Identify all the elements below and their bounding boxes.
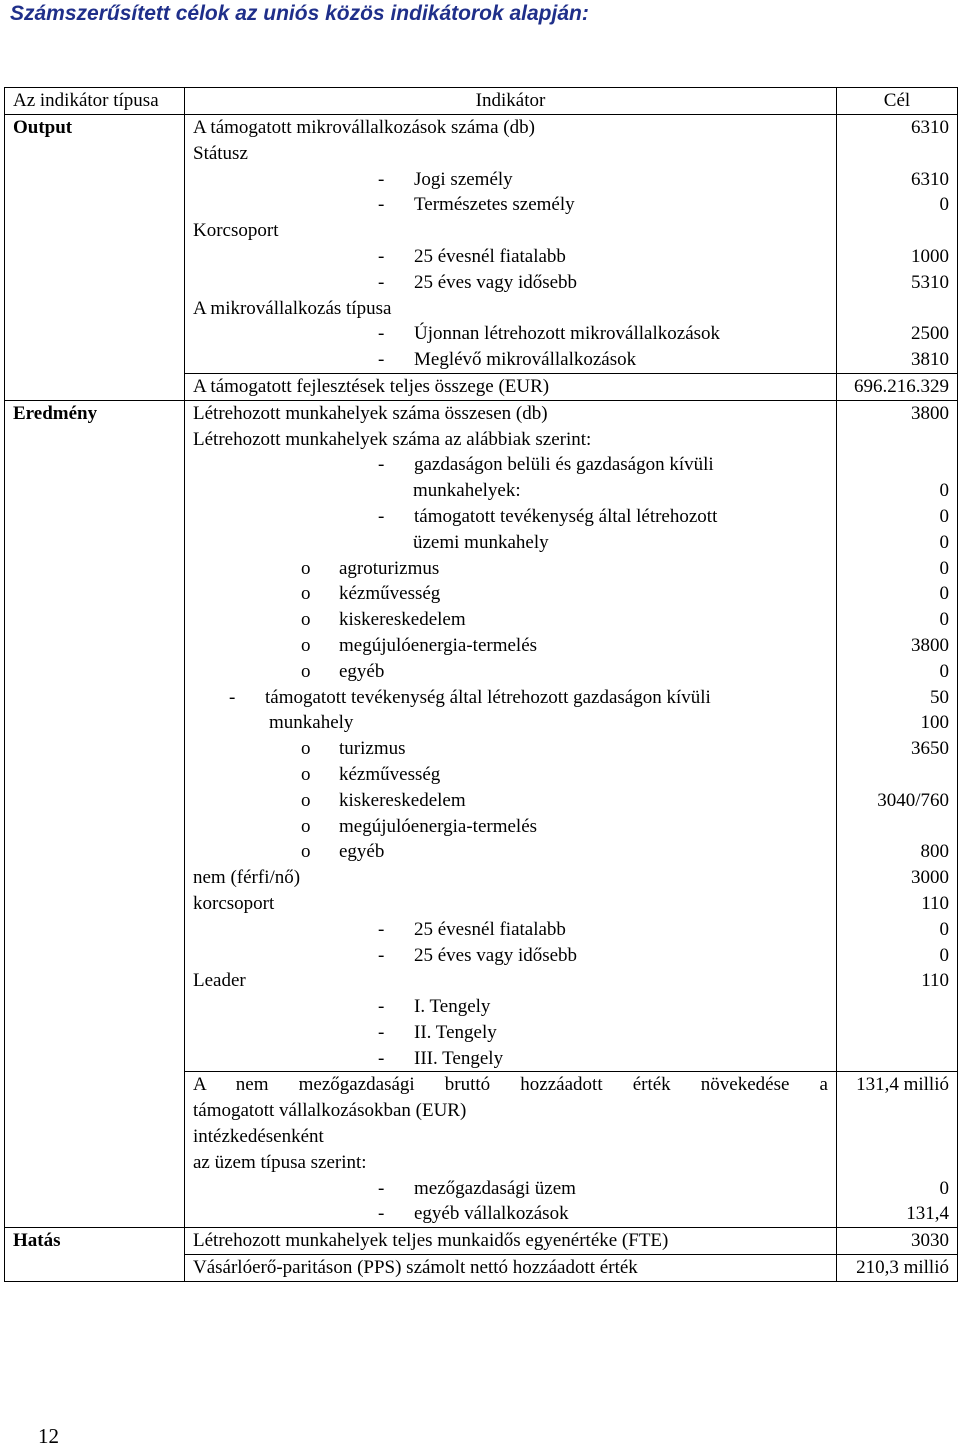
indicator-line (193, 296, 828, 322)
indicator-text: Létrehozott munkahelyek száma összesen (db) (193, 402, 548, 424)
indicator-line (193, 167, 828, 193)
dash-marker: - (378, 245, 385, 267)
dash-marker: - (378, 454, 385, 476)
indicator-line (193, 321, 828, 347)
dash-marker: - (378, 505, 385, 527)
indicator-line (193, 943, 828, 969)
indicator-line (193, 141, 828, 167)
indicator-line (193, 347, 828, 373)
indicator-line (193, 1176, 828, 1202)
bullet-marker: o (301, 841, 311, 863)
indicator-line (193, 1020, 828, 1046)
target-value: 3000 (911, 867, 949, 889)
indicator-line (193, 839, 828, 865)
indicators-table (4, 87, 958, 1282)
dash-marker: - (378, 996, 385, 1018)
dash-marker: - (378, 168, 385, 190)
target-value (845, 1150, 949, 1176)
target-value: 1000 (911, 245, 949, 267)
indicator-line (193, 865, 828, 891)
target-value: 131,4 millió (856, 1074, 949, 1096)
target-value: 6310 (911, 117, 949, 138)
bullet-marker: o (301, 815, 311, 837)
table-row-eredmeny-1 (5, 400, 958, 1072)
indicator-text: kézművesség (339, 763, 441, 785)
dash-marker: - (378, 1177, 385, 1199)
indicator-line (193, 968, 828, 994)
indicator-line (193, 270, 828, 296)
target-value (845, 1046, 949, 1072)
target-value: 2500 (911, 323, 949, 345)
target-value: 131,4 (906, 1203, 949, 1225)
indicator-line (193, 1150, 828, 1176)
target-value: 50 (930, 686, 949, 708)
type-hatas: Hatás (5, 1228, 185, 1282)
indicator-text: egyéb vállalkozások (414, 1203, 569, 1225)
bullet-marker: o (301, 789, 311, 811)
table-header-row (5, 88, 958, 115)
indicator-text: Meglévő mikrovállalkozások (414, 349, 637, 371)
indicator-text: üzemi munkahely (413, 531, 549, 553)
dash-marker: - (378, 944, 385, 966)
indicator-line (193, 736, 828, 762)
target-value: 0 (939, 505, 949, 527)
target-value (845, 141, 949, 167)
indicator-text: 25 évesnél fiatalabb (414, 245, 566, 267)
indicator-text: Újonnan létrehozott mikrovállalkozások (414, 323, 721, 345)
table-row-hatas-1 (5, 1228, 958, 1255)
bullet-marker: o (301, 738, 311, 760)
target-value: 0 (939, 1177, 949, 1199)
target-value: 0 (939, 660, 949, 682)
eredmeny-gva-indicator-cell (185, 1072, 837, 1228)
target-value (845, 296, 949, 322)
indicator-text: megújulóenergia-termelés (339, 634, 538, 656)
indicator-text: agroturizmus (339, 557, 440, 579)
output-total-amount-target: 696.216.329 (837, 373, 958, 400)
indicator-line (193, 710, 828, 736)
target-value (845, 762, 949, 788)
indicator-line (193, 115, 828, 141)
page-number: 12 (38, 1424, 59, 1448)
indicator-line (193, 762, 828, 788)
bullet-marker: o (301, 609, 311, 631)
target-value (845, 427, 949, 453)
bullet-marker: o (301, 557, 311, 579)
target-value (845, 452, 949, 478)
bullet-marker: o (301, 660, 311, 682)
indicator-line (193, 192, 828, 218)
indicator-line (193, 891, 828, 917)
bullet-marker: o (301, 763, 311, 785)
dash-marker: - (378, 1047, 385, 1069)
output-indicator-cell (185, 115, 837, 374)
bullet-marker: o (301, 634, 311, 656)
dash-marker: - (378, 323, 385, 345)
indicator-line (193, 452, 828, 478)
indicator-line (193, 633, 828, 659)
target-value: 0 (939, 194, 949, 216)
indicator-line (193, 556, 828, 582)
target-value: 5310 (911, 271, 949, 293)
target-value: 3800 (911, 402, 949, 424)
hatas-pps-target: 210,3 millió (837, 1255, 958, 1282)
indicator-line (193, 1046, 828, 1072)
indicator-text: gazdaságon belüli és gazdaságon kívüli (414, 454, 714, 476)
target-value (845, 1020, 949, 1046)
hatas-fte-indicator: Létrehozott munkahelyek teljes munkaidős egyenértéke (FTE) (185, 1228, 837, 1255)
indicator-text: munkahely (269, 712, 354, 734)
indicator-text: III. Tengely (414, 1047, 504, 1069)
indicator-text: intézkedésenként (193, 1126, 324, 1148)
indicator-text: egyéb (339, 660, 385, 682)
indicator-text: Korcsoport (193, 220, 279, 242)
target-value (845, 218, 949, 244)
indicator-line (193, 401, 828, 427)
target-value: 3810 (911, 349, 949, 371)
dash-marker: - (378, 194, 385, 216)
header-indicator: Indikátor (185, 88, 837, 115)
indicator-line (193, 530, 828, 556)
eredmeny-gva-target-cell (837, 1072, 958, 1228)
target-value: 0 (939, 557, 949, 579)
output-total-amount-indicator: A támogatott fejlesztések teljes összege (EUR) (185, 373, 837, 400)
indicator-text: mezőgazdasági üzem (414, 1177, 576, 1199)
gva-indicator-line: A nem mezőgazdasági bruttó hozzáadott érték növekedése a (193, 1074, 828, 1096)
target-value: 100 (920, 712, 949, 734)
indicator-text: egyéb (339, 841, 385, 863)
indicator-line (193, 685, 828, 711)
table-row-output-1 (5, 115, 958, 374)
indicator-line (193, 218, 828, 244)
indicator-text: az üzem típusa szerint: (193, 1151, 367, 1173)
indicator-text: Természetes személy (414, 194, 575, 216)
type-eredmeny: Eredmény (5, 400, 185, 1228)
indicator-text: 25 éves vagy idősebb (414, 271, 578, 293)
indicator-line (193, 659, 828, 685)
type-output: Output (5, 115, 185, 401)
target-value: 0 (939, 609, 949, 631)
dash-marker: - (378, 918, 385, 940)
indicator-line (193, 1201, 828, 1227)
hatas-pps-indicator: Vásárlóerő-paritáson (PPS) számolt nettó hozzáadott érték (185, 1255, 837, 1282)
target-value (845, 994, 949, 1020)
indicator-line (193, 917, 828, 943)
indicator-text: kézművesség (339, 583, 441, 605)
indicator-text: nem (férfi/nő) (193, 867, 301, 889)
target-value: 0 (939, 918, 949, 940)
dash-marker: - (378, 271, 385, 293)
target-value: 110 (921, 892, 949, 914)
indicator-line (193, 427, 828, 453)
header-target: Cél (837, 88, 958, 115)
dash-marker: - (378, 1203, 385, 1225)
indicator-text: munkahelyek: (413, 480, 521, 502)
indicator-line (193, 814, 828, 840)
indicator-line (193, 478, 828, 504)
dash-marker: - (378, 1021, 385, 1043)
indicator-text: Leader (193, 970, 246, 992)
indicator-line (193, 994, 828, 1020)
indicator-text: turizmus (339, 738, 406, 760)
indicator-text: A támogatott mikrovállalkozások száma (db) (193, 117, 535, 138)
indicator-text: 25 éves vagy idősebb (414, 944, 578, 966)
indicator-text: 25 évesnél fiatalabb (414, 918, 566, 940)
target-value (845, 1098, 949, 1124)
target-value (845, 1124, 949, 1150)
target-value: 6310 (911, 168, 949, 190)
target-value: 3650 (911, 738, 949, 760)
indicator-text: kiskereskedelem (339, 789, 466, 811)
target-value: 0 (939, 531, 949, 553)
indicator-line (193, 607, 828, 633)
indicator-text: Létrehozott munkahelyek száma az alábbiak szerint: (193, 428, 592, 450)
target-value: 3800 (911, 634, 949, 656)
eredmeny-target-cell (837, 400, 958, 1072)
indicator-text: Státusz (193, 142, 248, 164)
indicator-text: támogatott vállalkozásokban (EUR) (193, 1100, 467, 1122)
indicator-line (193, 581, 828, 607)
eredmeny-indicator-cell (185, 400, 837, 1072)
header-type: Az indikátor típusa (5, 88, 185, 115)
indicator-text: megújulóenergia-termelés (339, 815, 538, 837)
target-value: 0 (939, 480, 949, 502)
indicator-text: I. Tengely (414, 996, 491, 1018)
hatas-fte-target: 3030 (837, 1228, 958, 1255)
target-value (845, 814, 949, 840)
target-value: 3040/760 (877, 789, 949, 811)
indicator-text: támogatott tevékenység által létrehozott gazdaságon kívüli (265, 686, 711, 708)
indicator-text: támogatott tevékenység által létrehozott (414, 505, 718, 527)
indicator-text: kiskereskedelem (339, 609, 466, 631)
target-value: 0 (939, 583, 949, 605)
indicator-text: A mikrovállalkozás típusa (193, 297, 392, 319)
bullet-marker: o (301, 583, 311, 605)
indicator-line (193, 1124, 828, 1150)
target-value: 800 (920, 841, 949, 863)
output-target-cell (837, 115, 958, 374)
dash-marker: - (378, 349, 385, 371)
page-title: Számszerűsített célok az uniós közös indikátorok alapján: (10, 2, 589, 25)
target-value: 0 (939, 944, 949, 966)
indicator-line (193, 788, 828, 814)
target-value: 110 (921, 970, 949, 992)
indicator-text: Jogi személy (414, 168, 513, 190)
indicator-text: II. Tengely (414, 1021, 497, 1043)
dash-marker: - (229, 686, 236, 708)
indicator-line (193, 1098, 828, 1124)
indicator-line (193, 504, 828, 530)
indicator-text: korcsoport (193, 892, 275, 914)
indicator-line (193, 244, 828, 270)
